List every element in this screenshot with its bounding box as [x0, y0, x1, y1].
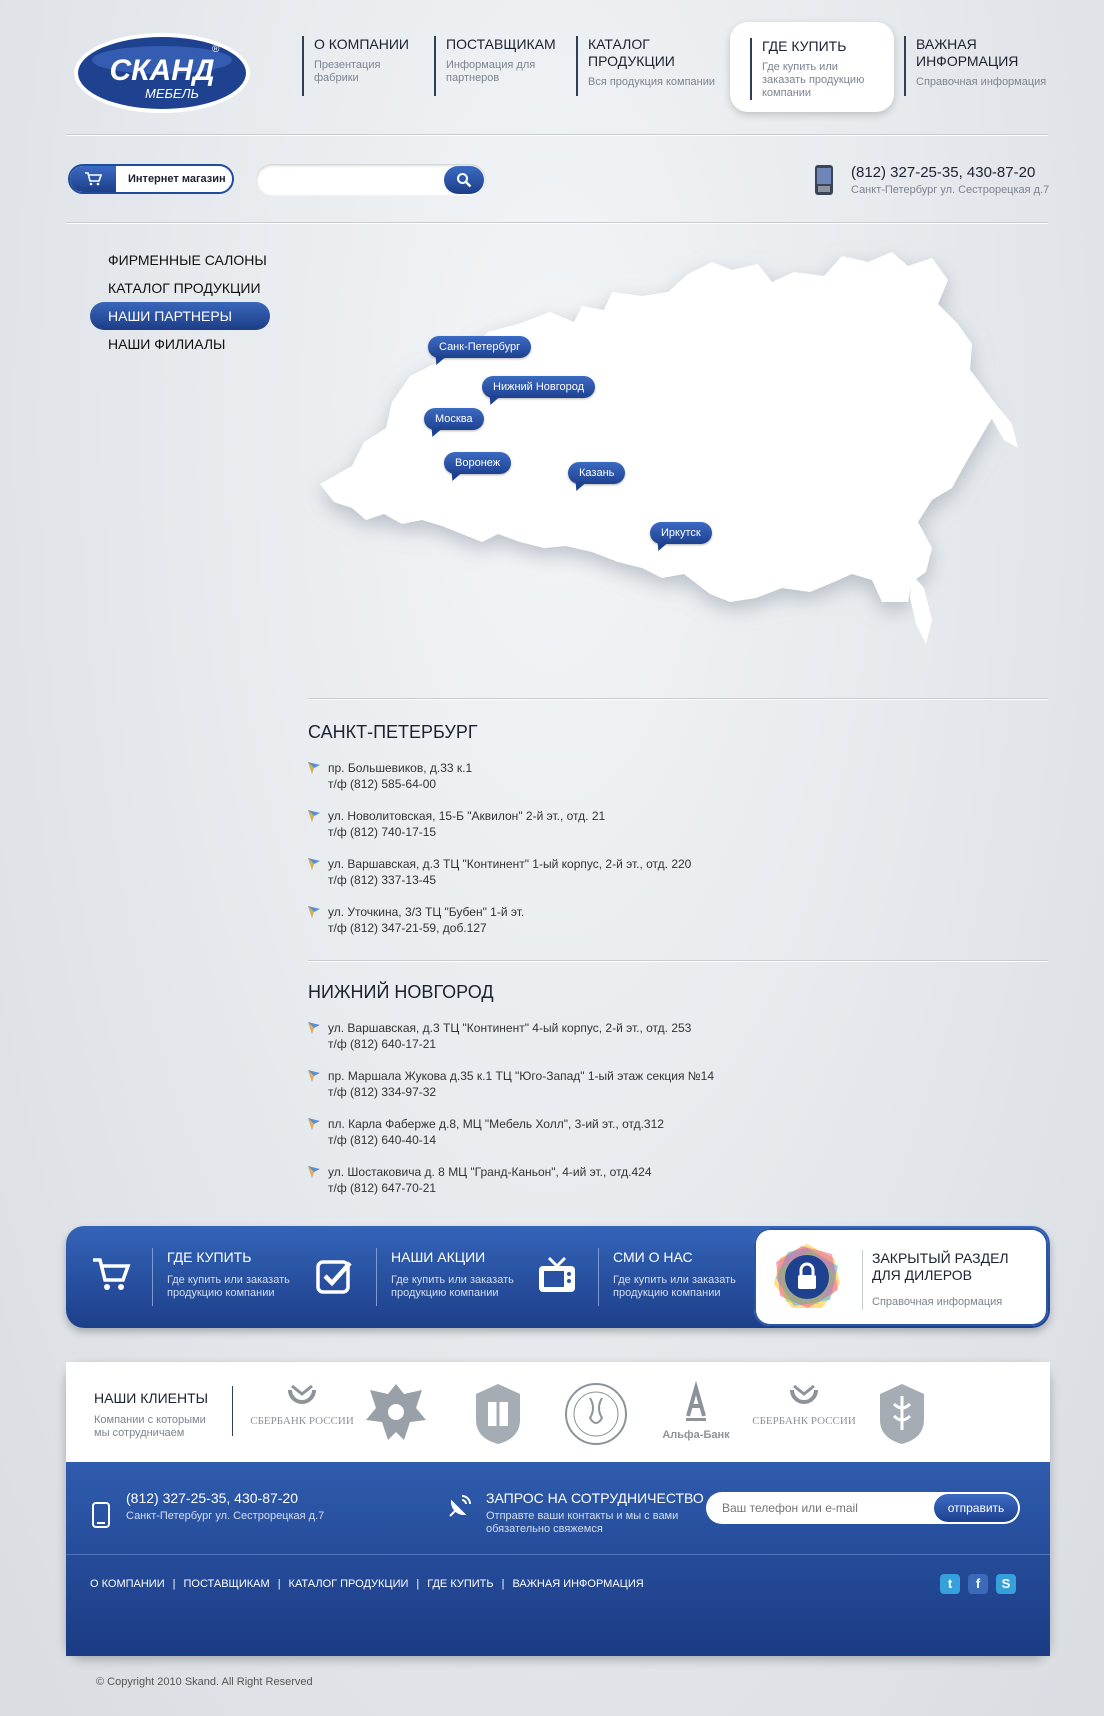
search-icon: [456, 172, 472, 188]
lock-icon: [772, 1242, 842, 1312]
address-item: [308, 1068, 1048, 1100]
russia-map: [312, 252, 1042, 672]
nav-item-info[interactable]: [904, 36, 1056, 96]
map-pin-moscow[interactable]: Москва: [424, 408, 484, 430]
address-phone: т/ф (812) 640-40-14: [328, 1133, 437, 1147]
side-item-branches[interactable]: НАШИ ФИЛИАЛЫ: [108, 336, 226, 352]
city-heading: САНКТ-ПЕТЕРБУРГ: [308, 722, 478, 742]
address-phone: т/ф (812) 740-17-15: [328, 825, 437, 839]
nav-title: ГДЕ КУПИТЬ: [762, 38, 847, 54]
nav-item-where-to-buy[interactable]: [730, 22, 894, 112]
location-flag-icon: [308, 906, 320, 918]
facebook-icon[interactable]: f: [968, 1574, 988, 1594]
client-logo-emblem-2[interactable]: [862, 1380, 942, 1448]
address-item: [308, 1020, 1048, 1052]
client-logo-alfabank[interactable]: [656, 1380, 736, 1448]
dealer-subtitle: Справочная информация: [872, 1296, 1003, 1308]
address-item: [308, 1164, 1048, 1196]
skype-icon[interactable]: S: [996, 1574, 1016, 1594]
address-line: пр. Маршала Жукова д.35 к.1 ТЦ "Юго-Запад" 1-ый этаж секция №14: [328, 1069, 715, 1083]
clients-strip: [66, 1362, 1050, 1462]
contact-input[interactable]: [720, 1500, 924, 1516]
logo-text: СКАНД: [109, 54, 215, 87]
divider: [66, 134, 1048, 136]
location-flag-icon: [308, 810, 320, 822]
side-item-catalog[interactable]: КАТАЛОГ ПРОДУКЦИИ: [108, 280, 261, 296]
divider: [308, 960, 1048, 962]
address-line: пр. Большевиков, д.33 к.1: [328, 761, 473, 775]
satellite-icon: [446, 1492, 474, 1520]
divider: [308, 698, 1048, 700]
footer-link-where-to-buy[interactable]: ГДЕ КУПИТЬ: [427, 1578, 494, 1590]
location-flag-icon: [308, 762, 320, 774]
footer-address: Санкт-Петербург ул. Сестрорецкая д.7: [126, 1510, 325, 1522]
feature-subtitle: Где купить или заказать продукцию компании: [613, 1274, 736, 1299]
address-item: [308, 760, 1048, 792]
footer-contacts: [66, 1462, 1050, 1656]
nav-subtitle: Информация для партнеров: [446, 59, 536, 84]
cart-icon: [90, 1254, 132, 1296]
side-item-brand-salons[interactable]: ФИРМЕННЫЕ САЛОНЫ: [108, 252, 267, 268]
svg-text:СБЕРБАНК РОССИИ: СБЕРБАНК РОССИИ: [250, 1415, 354, 1427]
nav-subtitle: Презентация фабрики: [314, 59, 381, 84]
side-item-partners[interactable]: НАШИ ПАРТНЕРЫ: [90, 302, 270, 330]
dealer-divider: [862, 1250, 863, 1310]
address-item: [308, 1116, 1048, 1148]
online-shop-label: Интернет магазин: [128, 173, 226, 185]
feature-title: ГДЕ КУПИТЬ: [167, 1249, 252, 1265]
cart-icon: [70, 166, 116, 192]
nav-title: ВАЖНАЯ ИНФОРМАЦИЯ: [916, 36, 1019, 69]
nav-title: КАТАЛОГ ПРОДУКЦИИ: [588, 36, 675, 69]
feature-title: НАШИ АКЦИИ: [391, 1249, 486, 1265]
send-button[interactable]: отправить: [934, 1494, 1018, 1522]
address-phone: т/ф (812) 337-13-45: [328, 873, 437, 887]
clients-subtitle: Компании с которыми мы сотрудничаем: [94, 1414, 206, 1439]
address-line: ул. Варшавская, д.3 ТЦ "Континент" 1-ый корпус, 2-й эт., отд. 220: [328, 857, 692, 871]
address-item: [308, 856, 1048, 888]
features-bar: [66, 1226, 1050, 1328]
address-line: ул. Новолитовская, 15-Б "Аквилон" 2-й эт., отд. 21: [328, 809, 606, 823]
address-item: [308, 808, 1048, 840]
address-phone: т/ф (812) 585-64-00: [328, 777, 437, 791]
nav-item-catalog[interactable]: [576, 36, 720, 96]
side-menu: [90, 246, 270, 358]
client-logo-coat-of-arms[interactable]: [356, 1380, 436, 1448]
clients-divider: [232, 1386, 233, 1436]
address-phone: т/ф (812) 640-17-21: [328, 1037, 437, 1051]
address-phone: т/ф (812) 647-70-21: [328, 1181, 437, 1195]
tv-icon: [536, 1254, 578, 1296]
footer-link-suppliers[interactable]: ПОСТАВЩИКАМ: [183, 1578, 270, 1590]
search-box: [256, 164, 486, 196]
feature-subtitle: Где купить или заказать продукцию компании: [391, 1274, 514, 1299]
address-line: пл. Карла Фаберже д.8, МЦ "Мебель Холл", 3-ий эт., отд.312: [328, 1117, 664, 1131]
mobile-phone-icon: [92, 1502, 110, 1528]
search-input[interactable]: [268, 171, 432, 187]
address-phone: т/ф (812) 347-21-59, доб.127: [328, 921, 487, 935]
feature-title: СМИ О НАС: [613, 1249, 693, 1265]
nav-title: О КОМПАНИИ: [314, 36, 409, 52]
map-pin-voronezh[interactable]: Воронеж: [444, 452, 511, 474]
footer-phone: (812) 327-25-35, 430-87-20: [126, 1490, 299, 1506]
request-title: ЗАПРОС НА СОТРУДНИЧЕСТВО: [486, 1490, 704, 1506]
header-address: Санкт-Петербург ул. Сестрорецкая д.7: [851, 184, 1050, 196]
location-flag-icon: [308, 1022, 320, 1034]
footer-link-company[interactable]: О КОМПАНИИ: [90, 1578, 165, 1590]
nav-subtitle: Где купить или заказать продукцию компании: [762, 61, 865, 99]
header-phone: (812) 327-25-35, 430-87-20: [851, 164, 1036, 181]
address-list: [308, 760, 1048, 952]
feature-subtitle: Где купить или заказать продукцию компании: [167, 1274, 290, 1299]
nav-title: ПОСТАВЩИКАМ: [446, 36, 556, 52]
dealer-title: ЗАКРЫТЫЙ РАЗДЕЛ ДЛЯ ДИЛЕРОВ: [872, 1250, 1009, 1283]
location-flag-icon: [308, 1166, 320, 1178]
nav-subtitle: Вся продукция компании: [588, 76, 716, 88]
footer: [66, 1362, 1050, 1656]
address-item: [308, 904, 1048, 936]
request-form: [706, 1492, 1020, 1524]
twitter-icon[interactable]: t: [940, 1574, 960, 1594]
address-list: [308, 1020, 1048, 1212]
request-subtitle: Отправте ваши контакты и мы с вами обязательно свяжемся: [486, 1510, 679, 1535]
footer-divider: [66, 1554, 1050, 1555]
address-line: ул. Уточкина, 3/3 ТЦ "Бубен" 1-й эт.: [328, 905, 525, 919]
client-logo-sberbank[interactable]: [250, 1380, 354, 1448]
footer-link-catalog[interactable]: КАТАЛОГ ПРОДУКЦИИ: [288, 1578, 409, 1590]
svg-text:Альфа-Банк: Альфа-Банк: [662, 1429, 730, 1441]
footer-link-info[interactable]: ВАЖНАЯ ИНФОРМАЦИЯ: [512, 1578, 644, 1590]
location-flag-icon: [308, 1118, 320, 1130]
footer-nav: О КОМПАНИИ | ПОСТАВЩИКАМ | КАТАЛОГ ПРОДУКЦИИ | ГДЕ КУПИТЬ | ВАЖНАЯ ИНФОРМАЦИЯ: [90, 1578, 644, 1590]
map-pin-kazan[interactable]: Казань: [568, 462, 625, 484]
map-pin-spb[interactable]: Санк-Петербург: [428, 336, 531, 358]
clients-title: НАШИ КЛИЕНТЫ: [94, 1390, 209, 1406]
map-pin-irkutsk[interactable]: Иркутск: [650, 522, 712, 544]
location-flag-icon: [308, 858, 320, 870]
checkbox-icon: [314, 1254, 356, 1296]
divider: [66, 222, 1048, 224]
copyright: © Copyright 2010 Skand. All Right Reserved: [96, 1676, 313, 1688]
client-logo-university[interactable]: [556, 1380, 636, 1448]
svg-text:СБЕРБАНК РОССИИ: СБЕРБАНК РОССИИ: [752, 1415, 856, 1427]
city-heading: НИЖНИЙ НОВГОРОД: [308, 982, 494, 1002]
svg-text:®: ®: [212, 44, 220, 55]
mobile-phone-icon: [814, 164, 834, 196]
nav-item-company[interactable]: [302, 36, 424, 96]
address-line: ул. Варшавская, д.3 ТЦ "Континент" 4-ый корпус, 2-й эт., отд. 253: [328, 1021, 692, 1035]
main-nav: [302, 36, 1104, 106]
client-logo-emblem[interactable]: [458, 1380, 538, 1448]
client-logo-sberbank-2[interactable]: [752, 1380, 856, 1448]
logo-subtext: МЕБЕЛЬ: [144, 86, 200, 101]
online-shop-button[interactable]: [68, 164, 234, 194]
nav-item-suppliers[interactable]: [434, 36, 556, 96]
location-flag-icon: [308, 1070, 320, 1082]
search-button[interactable]: [444, 166, 484, 194]
logo[interactable]: [72, 30, 252, 114]
nav-subtitle: Справочная информация: [916, 76, 1047, 88]
dealer-section-button[interactable]: [754, 1228, 1048, 1326]
map-pin-nizhny-novgorod[interactable]: Нижний Новгород: [482, 376, 595, 398]
address-phone: т/ф (812) 334-97-32: [328, 1085, 437, 1099]
address-line: ул. Шостаковича д. 8 МЦ "Гранд-Каньон", 4-ий эт., отд.424: [328, 1165, 652, 1179]
